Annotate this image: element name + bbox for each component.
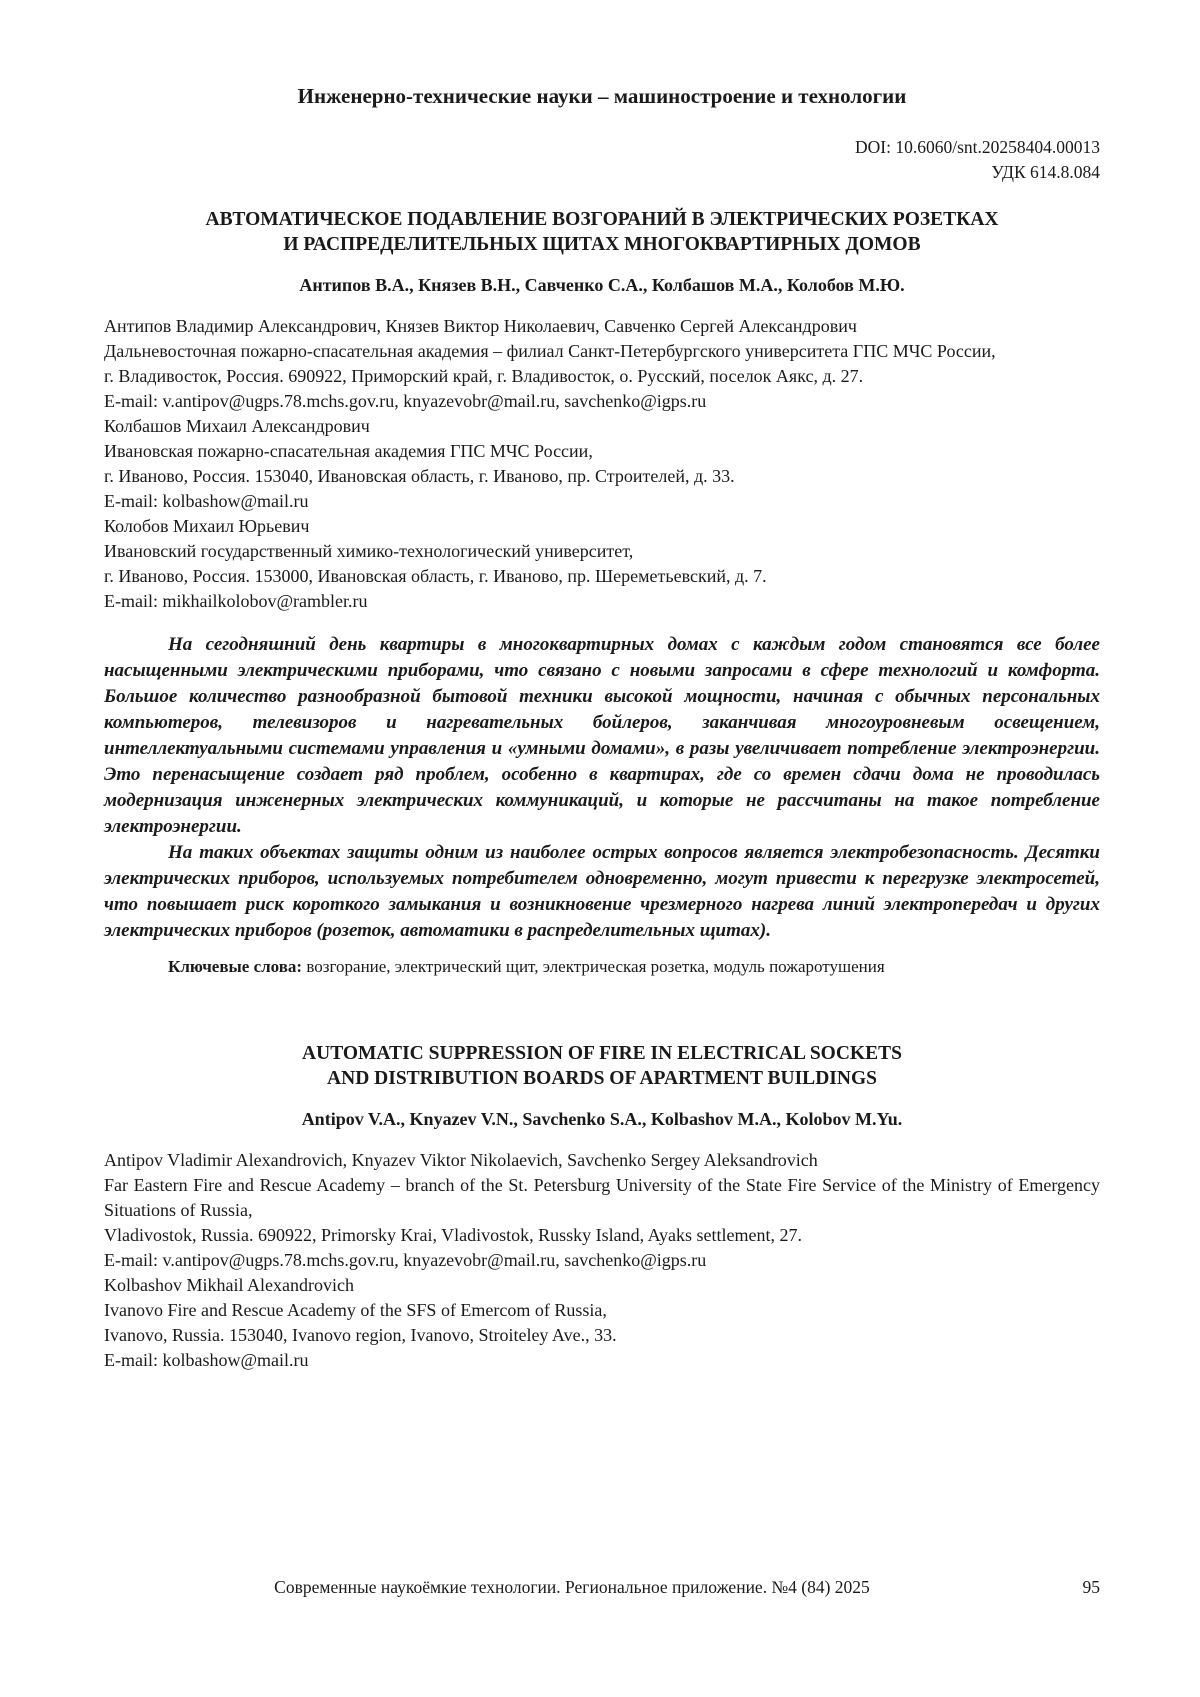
- journal-section-title: Инженерно-технические науки – машиностроение и технологии: [297, 84, 907, 108]
- page-number: 95: [1082, 1577, 1100, 1597]
- article-meta: [104, 135, 1100, 185]
- ru-abstract: [104, 632, 1100, 944]
- en-authors: Antipov V.A., Knyazev V.N., Savchenko S.A., Kolbashov M.A., Kolobov M.Yu.: [301, 1109, 903, 1129]
- abstract-paragraph-1: На сегодняшний день квартиры в многоквартирных домах с каждым годом становятся все более насыщенными электрическими приборами, что связано с новыми запросами в сфере технологий и комфорта. Большое количество разнообразной бытовой техники высокой мощности, начиная с обычных персональных компьютеров, телевизоров и нагревательных бойлеров, заканчивая многоуровневым освещением, интеллектуальными системами управления и «умными домами», в разы увеличивает потребление электроэнергии. Это перенасыщение создает ряд проблем, особенно в квартирах, где со времен сдачи дома не проводилась модернизация инженерных электрических коммуникаций, и которые не рассчитаны на такое потребление электроэнергии.: [104, 634, 1100, 837]
- en-affil-line: Ivanovo, Russia. 153040, Ivanovo region, Ivanovo, Stroiteley Ave., 33.: [104, 1325, 617, 1345]
- page-content: [104, 84, 1100, 1373]
- ru-affiliations: [104, 314, 1100, 614]
- en-email-line[interactable]: E-mail: kolbashow@mail.ru: [104, 1350, 309, 1370]
- ru-email-line[interactable]: E-mail: v.antipov@ugps.78.mchs.gov.ru, knyazevobr@mail.ru, savchenko@igps.ru: [104, 391, 707, 411]
- ru-keywords: [104, 954, 1100, 979]
- ru-title-line-2: И РАСПРЕДЕЛИТЕЛЬНЫХ ЩИТАХ МНОГОКВАРТИРНЫХ ДОМОВ: [283, 234, 921, 255]
- ru-affil-line: Колбашов Михаил Александрович: [104, 416, 370, 436]
- en-affil-line: Far Eastern Fire and Rescue Academy – branch of the St. Petersburg University of the State Fire Service of the Ministry of Emergency Situations of Russia,: [104, 1175, 1100, 1220]
- ru-article-title: [104, 207, 1100, 257]
- ru-affil-line: г. Владивосток, Россия. 690922, Приморский край, г. Владивосток, о. Русский, поселок Аякс, д. 27.: [104, 366, 864, 386]
- en-email-line[interactable]: E-mail: v.antipov@ugps.78.mchs.gov.ru, knyazevobr@mail.ru, savchenko@igps.ru: [104, 1250, 707, 1270]
- ru-affil-line: г. Иваново, Россия. 153000, Ивановская область, г. Иваново, пр. Шереметьевский, д. 7.: [104, 566, 767, 586]
- ru-affil-line: Ивановский государственный химико-технологический университет,: [104, 541, 634, 561]
- en-affiliations: [104, 1148, 1100, 1373]
- abstract-paragraph-2: На таких объектах защиты одним из наиболее острых вопросов является электробезопасность. Десятки электрических приборов, используемых потребителем одновременно, могут привести к перегрузке электросетей, что повышает риск короткого замыкания и возникновение чрезмерного нагрева линий электропередач и других электрических приборов (розеток, автоматики в распределительных щитах).: [104, 842, 1100, 941]
- doi[interactable]: DOI: 10.6060/snt.20258404.00013: [855, 137, 1100, 157]
- ru-title-line-1: АВТОМАТИЧЕСКОЕ ПОДАВЛЕНИЕ ВОЗГОРАНИЙ В ЭЛЕКТРИЧЕСКИХ РОЗЕТКАХ: [205, 209, 999, 230]
- en-title-line-1: AUTOMATIC SUPPRESSION OF FIRE IN ELECTRICAL SOCKETS: [302, 1043, 902, 1064]
- en-article-title: [104, 1041, 1100, 1091]
- en-affil-line: Kolbashov Mikhail Alexandrovich: [104, 1275, 354, 1295]
- ru-affil-line: Антипов Владимир Александрович, Князев Виктор Николаевич, Савченко Сергей Александрович: [104, 316, 857, 336]
- journal-name: Современные наукоёмкие технологии. Региональное приложение. №4 (84) 2025: [274, 1577, 870, 1597]
- en-affil-line: Antipov Vladimir Alexandrovich, Knyazev Viktor Nikolaevich, Savchenko Sergey Aleksandrovich: [104, 1150, 818, 1170]
- ru-affil-line: Дальневосточная пожарно-спасательная академия – филиал Санкт-Петербургского университета ГПС МЧС России,: [104, 341, 996, 361]
- ru-affil-line: Ивановская пожарно-спасательная академия ГПС МЧС России,: [104, 441, 593, 461]
- ru-affil-line: г. Иваново, Россия. 153040, Ивановская область, г. Иваново, пр. Строителей, д. 33.: [104, 466, 735, 486]
- ru-authors: Антипов В.А., Князев В.Н., Савченко С.А., Колбашов М.А., Колобов М.Ю.: [299, 275, 905, 295]
- en-affil-line: Vladivostok, Russia. 690922, Primorsky Krai, Vladivostok, Russky Island, Ayaks settlement, 27.: [104, 1225, 802, 1245]
- udk: УДК 614.8.084: [991, 162, 1100, 182]
- ru-email-line[interactable]: E-mail: mikhailkolobov@rambler.ru: [104, 591, 368, 611]
- ru-email-line[interactable]: E-mail: kolbashow@mail.ru: [104, 491, 309, 511]
- en-title-line-2: AND DISTRIBUTION BOARDS OF APARTMENT BUILDINGS: [327, 1068, 877, 1089]
- en-affil-line: Ivanovo Fire and Rescue Academy of the SFS of Emercom of Russia,: [104, 1300, 607, 1320]
- ru-affil-line: Колобов Михаил Юрьевич: [104, 516, 310, 536]
- keywords-list: возгорание, электрический щит, электрическая розетка, модуль пожаротушения: [306, 957, 885, 976]
- keywords-label: Ключевые слова:: [168, 957, 303, 976]
